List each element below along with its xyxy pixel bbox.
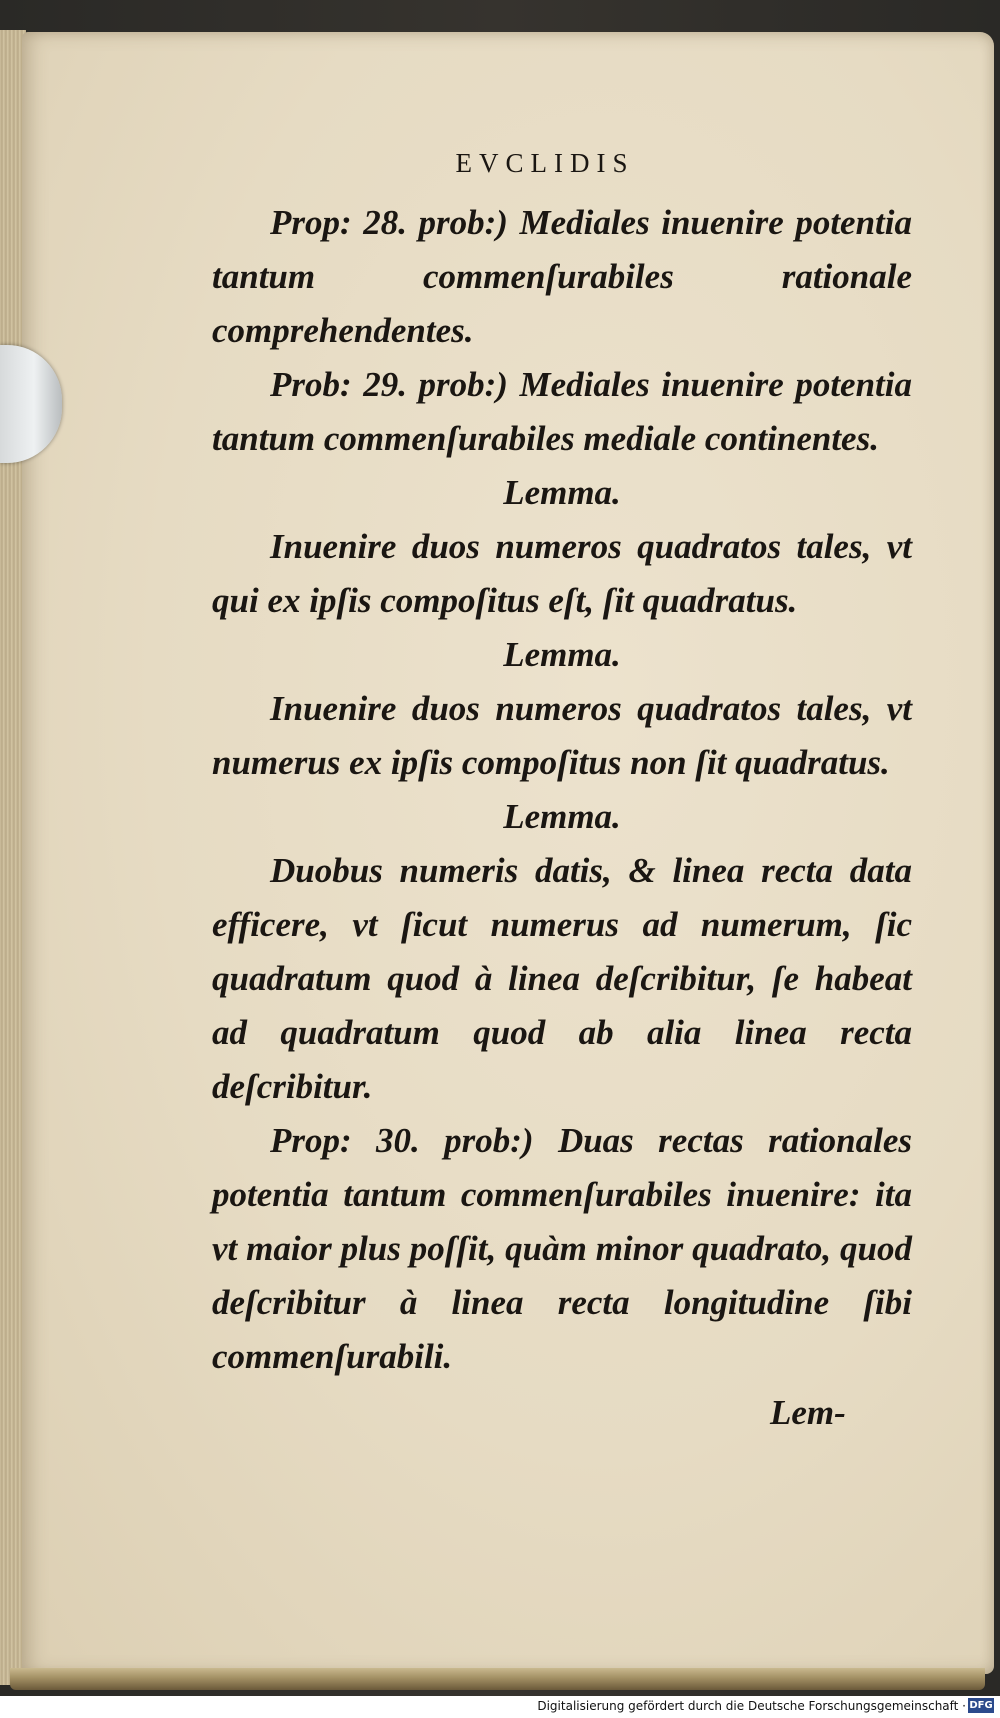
lemma-heading-2: Lemma.	[503, 635, 621, 674]
dfg-logo-icon: DFG	[969, 1700, 993, 1711]
lemma-text-1: Inuenire duos numeros quadratos tales, vt qui ex ipſis compoſitus eſt, ſit quadratus.	[212, 527, 912, 620]
dfg-credit: Digitalisierung gefördert durch die Deutsche Forschungsgemeinschaft ·	[537, 1699, 966, 1713]
lemma-text-2: Inuenire duos numeros quadratos tales, vt numerus ex ipſis compoſitus non ſit quadratus.	[212, 689, 912, 782]
prop-29: Prob: 29. prob:) Mediales inuenire potentia tantum commenſurabiles mediale continentes.	[212, 365, 912, 458]
prop-30: Prop: 30. prob:) Duas rectas rationales potentia tantum commenſurabiles inuenire: ita vt maior plus poſſit, quàm minor quadrato, quod deſcribitur à linea recta longitudine ſibi commenſurabili.	[212, 1121, 912, 1376]
page-text	[212, 196, 912, 1384]
lemma-heading-1: Lemma.	[503, 473, 621, 512]
book-bottom-edge	[10, 1668, 985, 1690]
running-title: EVCLIDIS	[455, 148, 635, 178]
catchword: Lem-	[770, 1393, 846, 1432]
lemma-heading-3: Lemma.	[503, 797, 621, 836]
lemma-text-3: Duobus numeris datis, & linea recta data efficere, vt ſicut numerus ad numerum, ſic quadratum quod à linea deſcribitur, ſe habeat ad quadratum quod ab alia linea recta deſcribitur.	[212, 851, 912, 1106]
prop-28: Prop: 28. prob:) Mediales inuenire potentia tantum commenſurabiles rationale comprehendentes.	[212, 203, 912, 350]
